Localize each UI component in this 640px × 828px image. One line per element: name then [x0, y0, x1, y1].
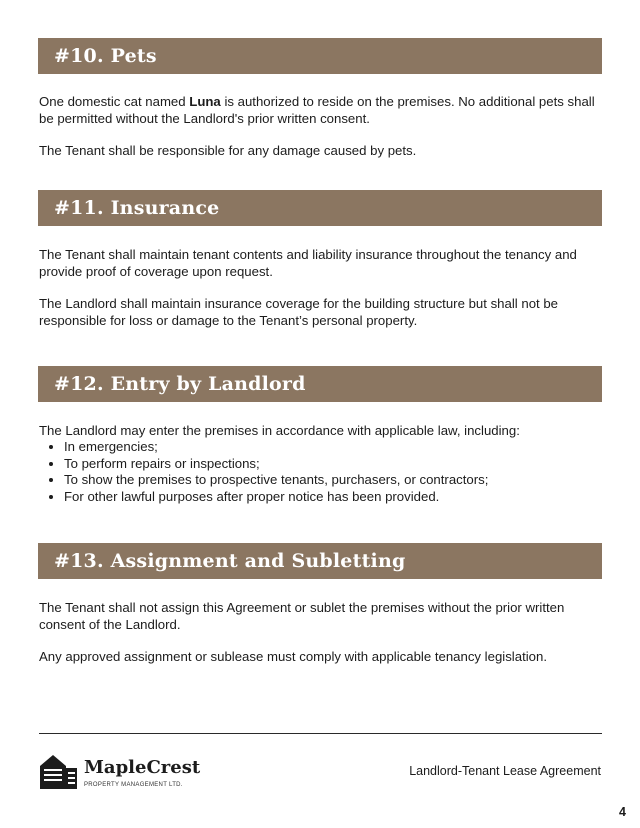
company-name: MapleCrest [84, 757, 201, 778]
list-item: • To show the premises to prospective tenants, purchasers, or contractors; [64, 472, 624, 489]
section-header-assignment [38, 543, 602, 579]
entry-intro: The Landlord may enter the premises in accordance with applicable law, including: [39, 423, 520, 438]
text: One domestic cat named [39, 94, 190, 109]
section-header-pets [38, 38, 602, 74]
assignment-paragraph-2: Any approved assignment or sublease must comply with applicable tenancy legislation. [39, 649, 547, 664]
list-item: • For other lawful purposes after proper notice has been provided. [64, 489, 624, 506]
section-title: #11. Insurance [54, 197, 220, 219]
entry-bullet-list [39, 439, 624, 505]
insurance-paragraph-1: The Tenant shall maintain tenant contents and liability insurance throughout the tenancy and provide proof of coverage upon request. [39, 247, 577, 279]
pets-paragraph-1 [39, 94, 604, 127]
assignment-paragraph-1: The Tenant shall not assign this Agreement or sublet the premises without the prior written consent of the Landlord. [39, 600, 565, 632]
document-title: Landlord-Tenant Lease Agreement [409, 764, 601, 778]
text: is authorized to reside on the premises. No additional pets shall be permitted without the Landlord's prior written consent. [39, 94, 595, 126]
pets-paragraph-2: The Tenant shall be responsible for any damage caused by pets. [39, 143, 417, 158]
pet-name: Luna [189, 94, 221, 109]
footer-divider [39, 733, 602, 734]
building-logo-icon [39, 752, 77, 790]
company-subtitle: PROPERTY MANAGEMENT LTD. [84, 782, 183, 788]
section-header-insurance [38, 190, 602, 226]
section-header-entry [38, 366, 602, 402]
section-title: #13. Assignment and Subletting [54, 550, 406, 572]
list-item: • To perform repairs or inspections; [64, 456, 624, 473]
insurance-paragraph-2: The Landlord shall maintain insurance coverage for the building structure but shall not be responsible for loss or damage to the Tenant’s personal property. [39, 296, 559, 328]
page-number: 4 [619, 805, 626, 819]
section-title: #12. Entry by Landlord [54, 373, 306, 395]
list-item: • In emergencies; [64, 439, 624, 456]
section-title: #10. Pets [54, 45, 157, 67]
